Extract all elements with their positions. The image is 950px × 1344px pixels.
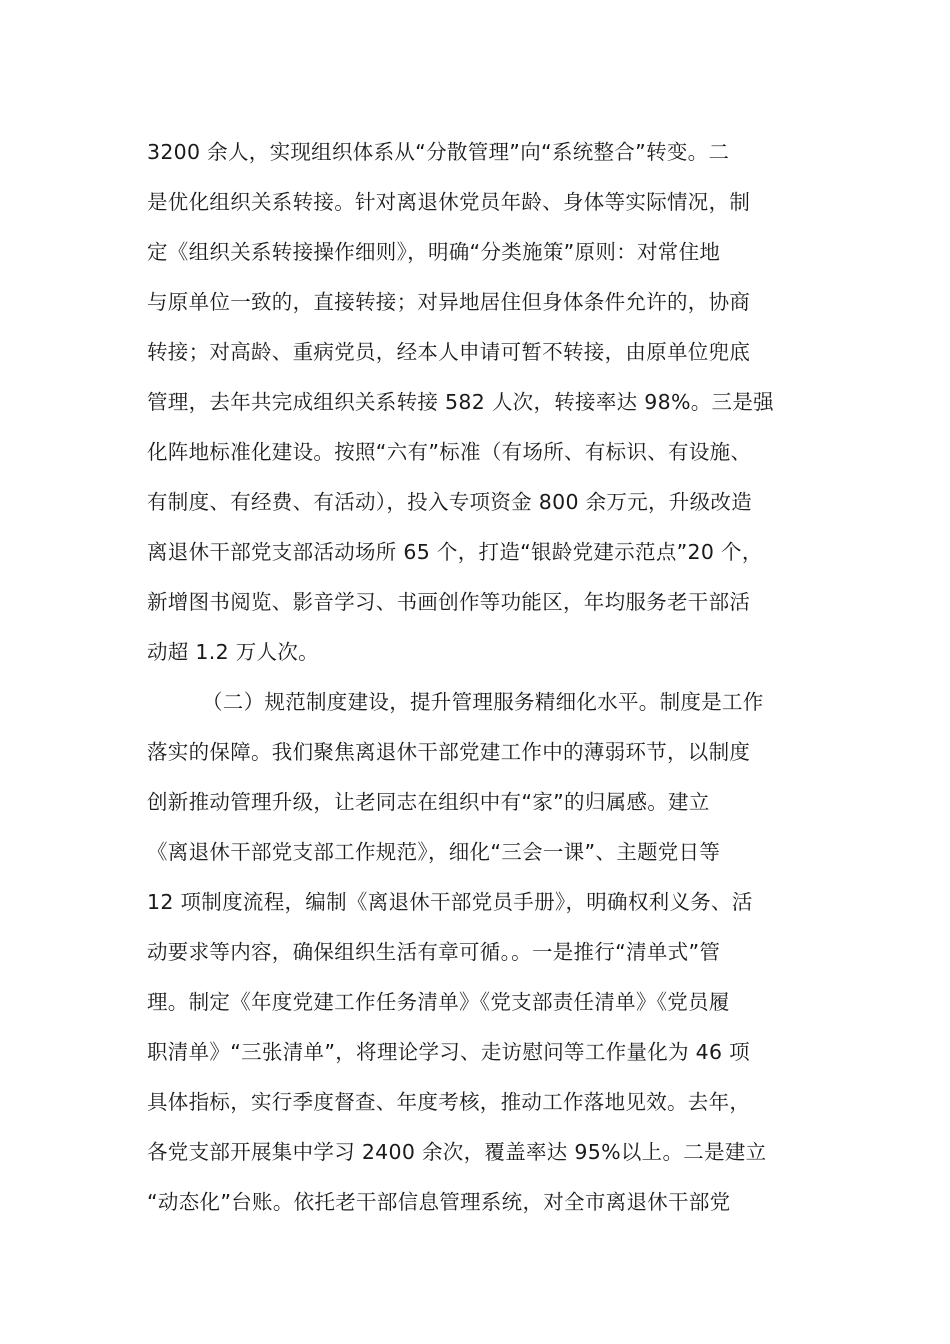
body-text-line: 《离退休干部党支部工作规范》，细化“三会一课”、主题党日等 <box>147 840 721 864</box>
body-text-line: 理。制定《年度党建工作任务清单》《党支部责任清单》《党员履 <box>147 990 730 1014</box>
body-text-line: 管理，去年共完成组织关系转接 582 人次，转接率达 98%。三是强 <box>147 390 774 414</box>
body-text-line: 落实的保障。我们聚焦离退休干部党建工作中的薄弱环节，以制度 <box>147 740 751 764</box>
body-text-line: “动态化”台账。依托老干部信息管理系统，对全市离退休干部党 <box>147 1190 731 1214</box>
body-text-line: 动要求等内容，确保组织生活有章可循。。一是推行“清单式”管 <box>147 940 721 964</box>
body-text-line: 12 项制度流程，编制《离退休干部党员手册》，明确权利义务、活 <box>147 890 753 914</box>
body-text-line: 是优化组织关系转接。针对离退休党员年龄、身体等实际情况，制 <box>147 190 751 214</box>
body-text-line: 3200 余人，实现组织体系从“分散管理”向“系统整合”转变。二 <box>147 140 730 164</box>
body-text-line: 创新推动管理升级，让老同志在组织中有“家”的归属感。建立 <box>147 790 710 814</box>
body-text-line: 化阵地标准化建设。按照“六有”标准（有场所、有标识、有设施、 <box>147 440 752 464</box>
body-text-line: 具体指标，实行季度督查、年度考核，推动工作落地见效。去年， <box>147 1090 751 1114</box>
body-text-line: 有制度、有经费、有活动），投入专项资金 800 余万元，升级改造 <box>147 490 753 514</box>
body-text-line: 离退休干部党支部活动场所 65 个，打造“银龄党建示范点”20 个， <box>147 540 763 564</box>
section-heading-line: （二）规范制度建设，提升管理服务精细化水平。制度是工作 <box>202 690 764 714</box>
body-text-line: 新增图书阅览、影音学习、书画创作等功能区，年均服务老干部活 <box>147 590 751 614</box>
body-text-line: 与原单位一致的，直接转接；对异地居住但身体条件允许的，协商 <box>147 290 751 314</box>
body-text-line: 转接；对高龄、重病党员，经本人申请可暂不转接，由原单位兜底 <box>147 340 751 364</box>
body-text-line: 职清单》“三张清单”，将理论学习、走访慰问等工作量化为 46 项 <box>147 1040 750 1064</box>
body-text-line: 各党支部开展集中学习 2400 余次，覆盖率达 95%以上。二是建立 <box>147 1140 767 1164</box>
body-text-line: 动超 1.2 万人次。 <box>147 640 319 664</box>
body-text-line: 定《组织关系转接操作细则》，明确“分类施策”原则：对常住地 <box>147 240 721 264</box>
